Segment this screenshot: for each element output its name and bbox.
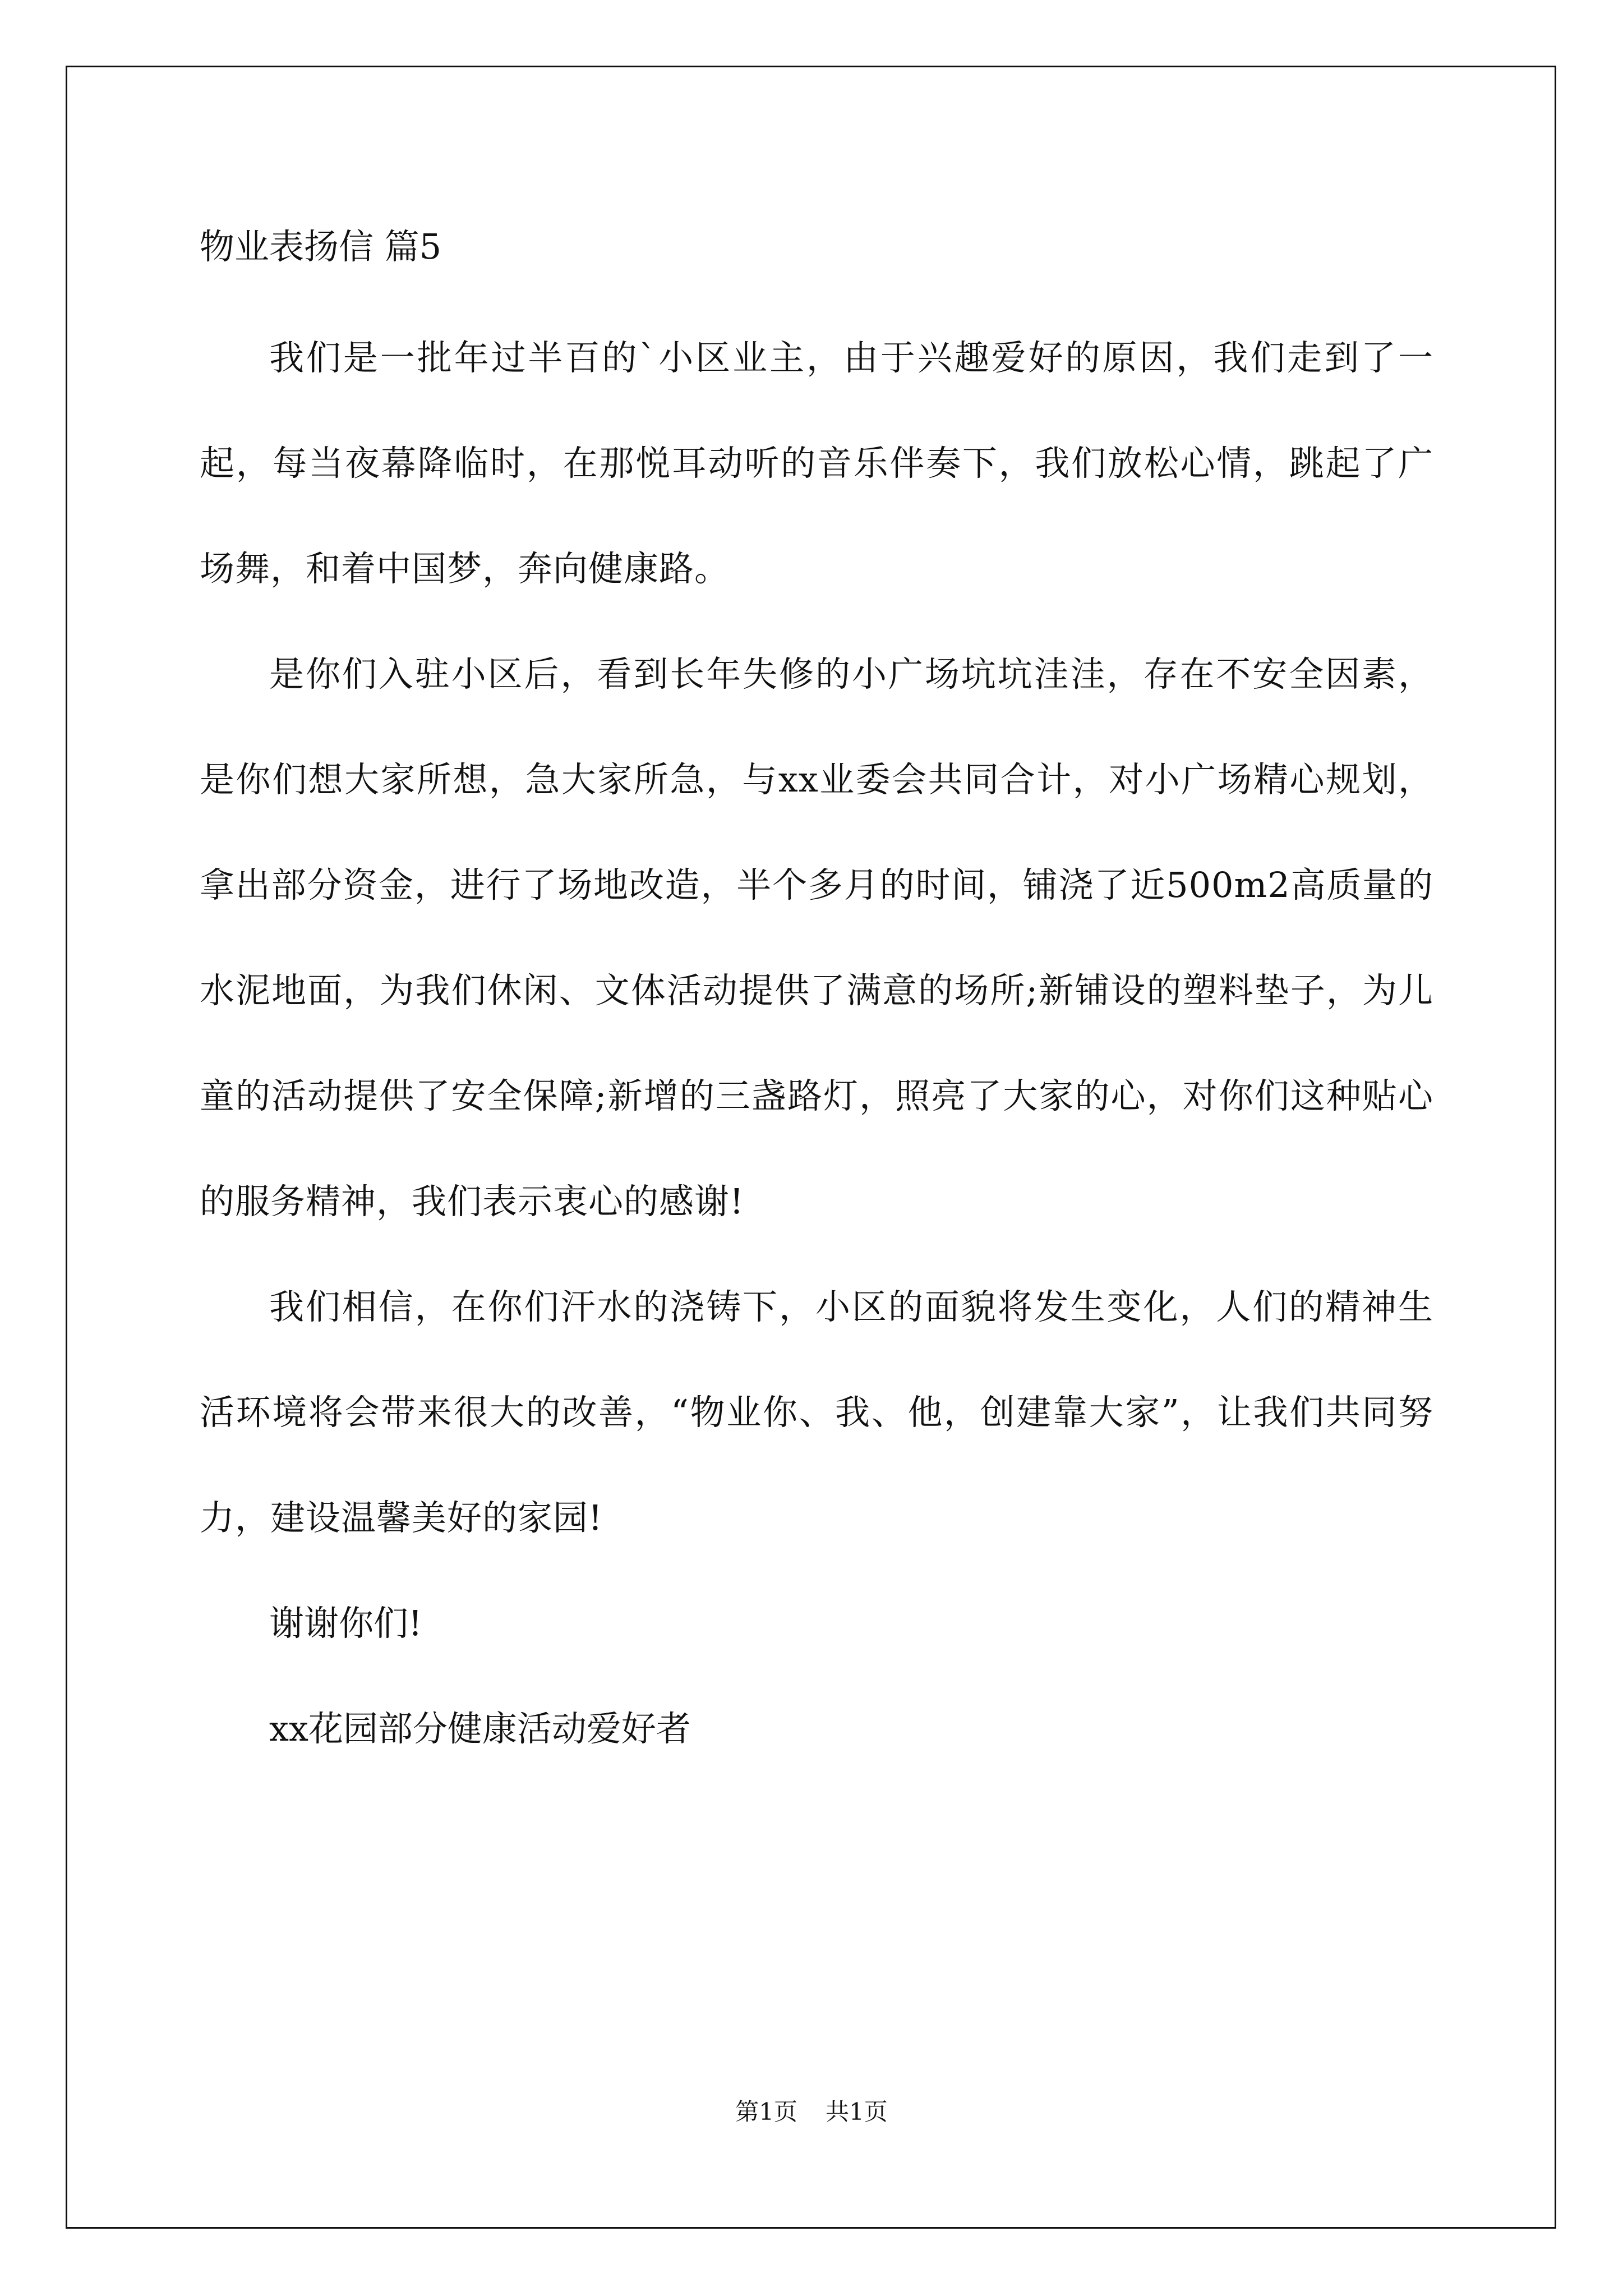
paragraph-3: 我们相信，在你们汗水的浇铸下，小区的面貌将发生变化，人们的精神生活环境将会带来很大的改善，“物业你、我、他，创建靠大家”，让我们共同努力，建设温馨美好的家园! [200,1286,1433,1538]
page-total: 共1页 [826,2098,888,2125]
letter-body [200,213,1433,1782]
document-title: 物业表扬信 篇5 [200,226,442,267]
page-footer [0,2095,1623,2129]
page-number: 第1页 [735,2098,797,2125]
closing-line: 谢谢你们! [269,1603,422,1644]
paragraph-1: 我们是一批年过半百的`小区业主，由于兴趣爱好的原因，我们走到了一起，每当夜幕降临时，在那悦耳动听的音乐伴奏下，我们放松心情，跳起了广场舞，和着中国梦，奔向健康路。 [200,337,1433,589]
paragraph-2: 是你们入驻小区后，看到长年失修的小广场坑坑洼洼，存在不安全因素，是你们想大家所想，急大家所急，与xx业委会共同合计，对小广场精心规划，拿出部分资金，进行了场地改造，半个多月的时间，铺浇了近500m2高质量的水泥地面，为我们休闲、文体活动提供了满意的场所;新铺设的塑料垫子，为儿童的活动提供了安全保障;新增的三盏路灯，照亮了大家的心，对你们这种贴心的服务精神，我们表示衷心的感谢! [200,654,1433,1222]
signature-line: xx花园部分健康活动爱好者 [269,1708,691,1749]
